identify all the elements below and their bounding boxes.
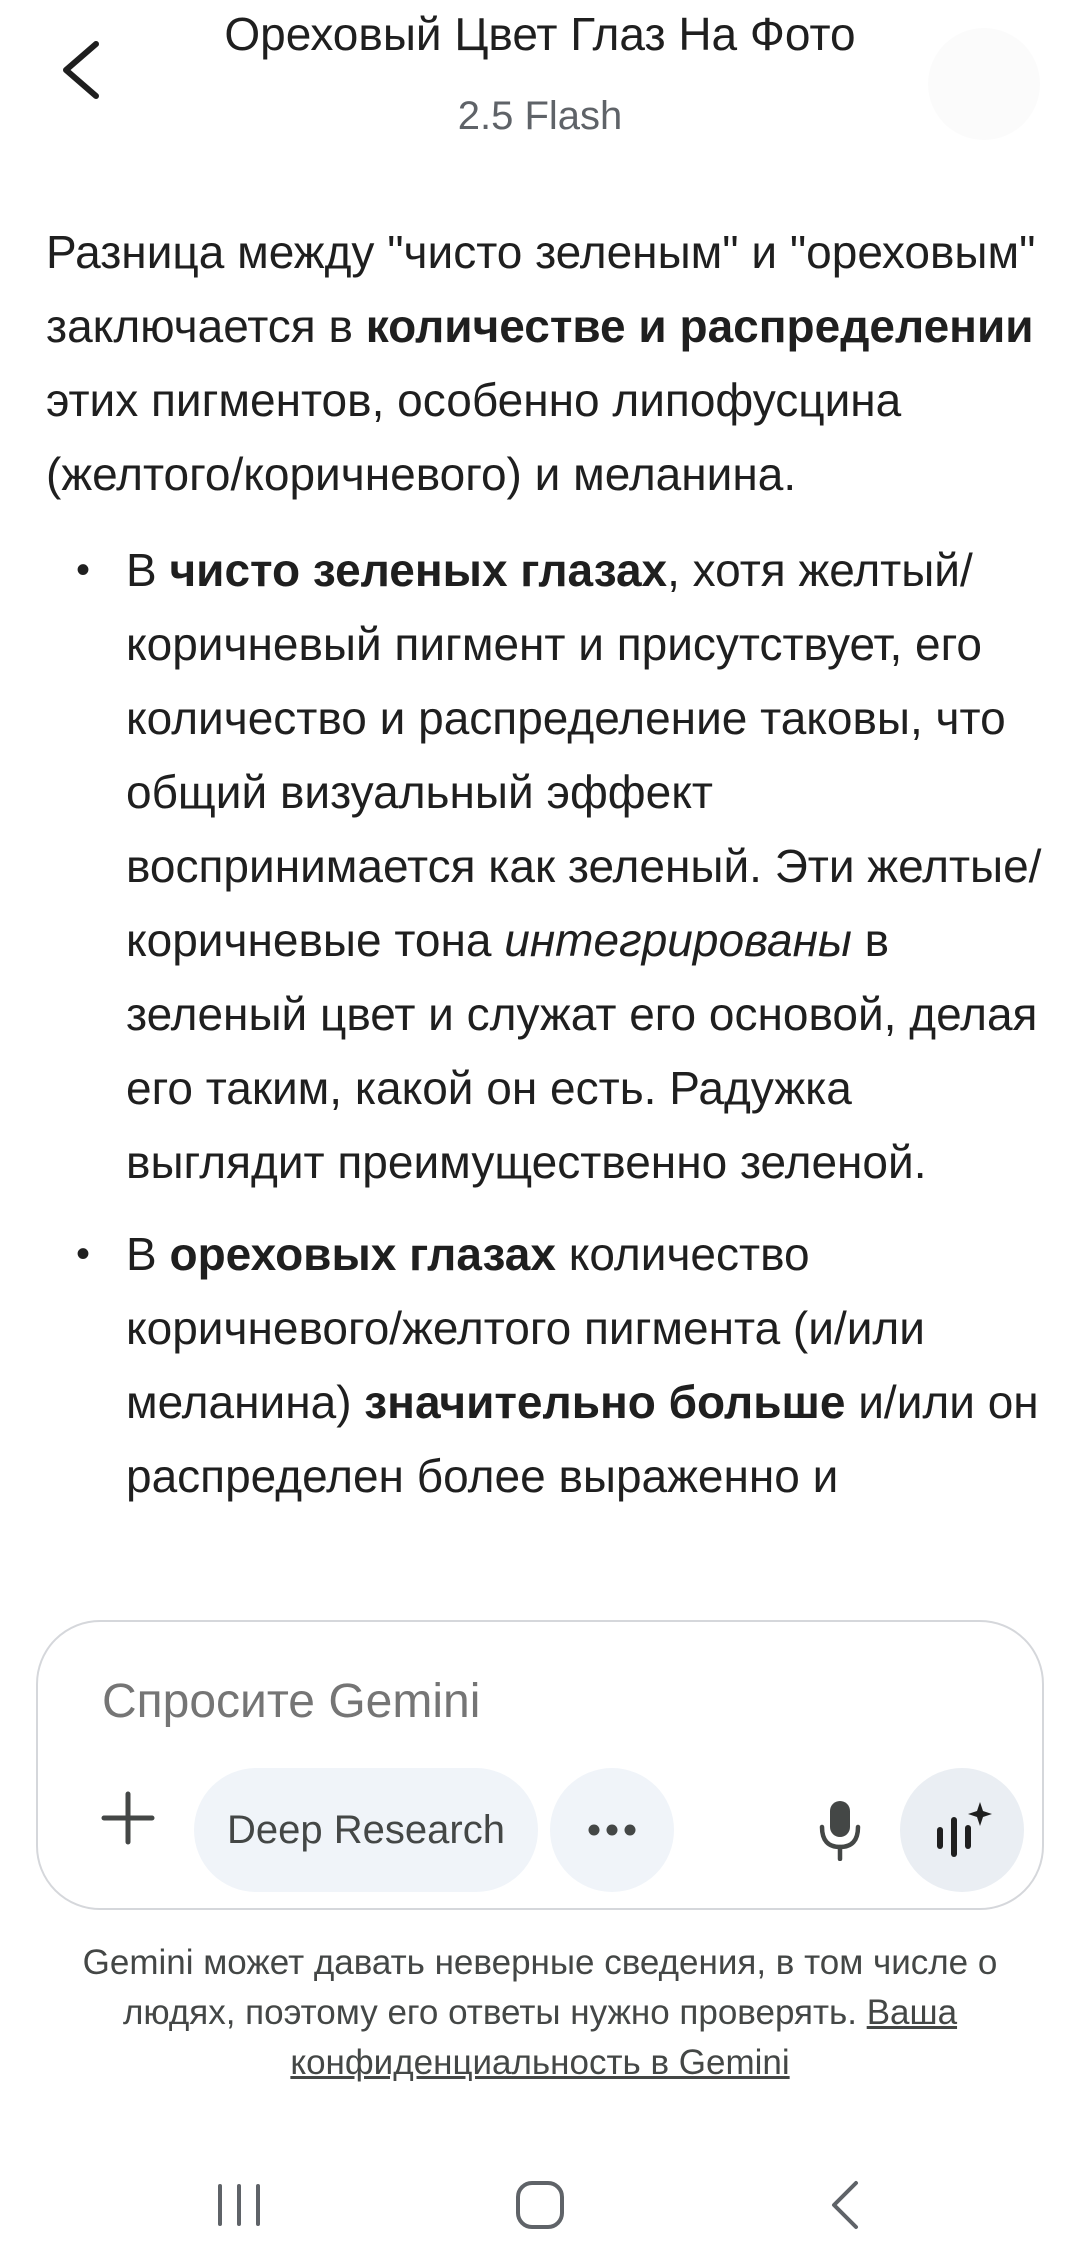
intro-paragraph: Разница между "чисто зеленым" и "ореховым" заключается в количестве и распределении этих пигментов, особенно липофусцина (желтого/коричневого) и меланина. <box>46 226 1036 500</box>
model-label[interactable]: 2.5 Flash <box>457 94 623 138</box>
add-attachment-button[interactable] <box>88 1778 168 1858</box>
system-back-button[interactable] <box>790 2160 900 2250</box>
microphone-icon <box>818 1799 862 1861</box>
disclaimer-text: Gemini может давать неверные сведения, в том числе о людях, поэтому его ответы нужно проверять. Ваша конфиденциальность в Gemini <box>82 1943 998 2082</box>
recent-apps-button[interactable] <box>184 2160 294 2250</box>
nav-back-icon <box>828 2179 862 2231</box>
more-tools-button[interactable] <box>550 1768 674 1892</box>
recent-apps-icon <box>214 2182 264 2228</box>
plus-icon <box>100 1790 156 1846</box>
chat-title[interactable]: Ореховый Цвет Глаз На Фото <box>224 8 856 60</box>
arrow-back-icon <box>58 40 102 100</box>
microphone-button[interactable] <box>778 1768 902 1892</box>
bullet-list <box>46 533 1046 1513</box>
prompt-input-card[interactable] <box>36 1620 1044 1910</box>
bullet-marker: • <box>76 1232 91 1276</box>
gemini-live-button[interactable] <box>900 1768 1024 1892</box>
system-navigation-bar <box>0 2150 1080 2260</box>
list-item: • В чисто зеленых глазах, хотя желтый/коричневый пигмент и присутствует, его количество и распределение таковы, что общий визуальный эффект воспринимается как зеленый. Эти желтые/коричневые тона интегрированы в зеленый цвет и служат его основой, делая его таким, какой он есть. Радужка выглядит преимущественно зеленой. <box>46 533 1046 1199</box>
gemini-live-icon <box>930 1798 994 1862</box>
prompt-input[interactable]: Спросите Gemini <box>102 1675 481 1728</box>
list-item: • В ореховых глазах количество коричневого/желтого пигмента (и/или меланина) значительно больше и/или он распределен более выраженно и <box>46 1217 1046 1513</box>
home-icon <box>514 2179 566 2231</box>
bullet-marker: • <box>76 548 91 592</box>
response-message <box>46 215 1046 1610</box>
home-button[interactable] <box>485 2160 595 2250</box>
deep-research-label: Deep Research <box>227 1807 505 1852</box>
deep-research-button[interactable] <box>194 1768 538 1892</box>
top-app-bar <box>0 0 1080 170</box>
more-horizontal-icon <box>587 1823 637 1837</box>
back-button[interactable] <box>40 30 120 110</box>
privacy-link[interactable]: Ваша конфиденциальность в Gemini <box>290 1993 958 2082</box>
avatar[interactable] <box>928 28 1040 140</box>
